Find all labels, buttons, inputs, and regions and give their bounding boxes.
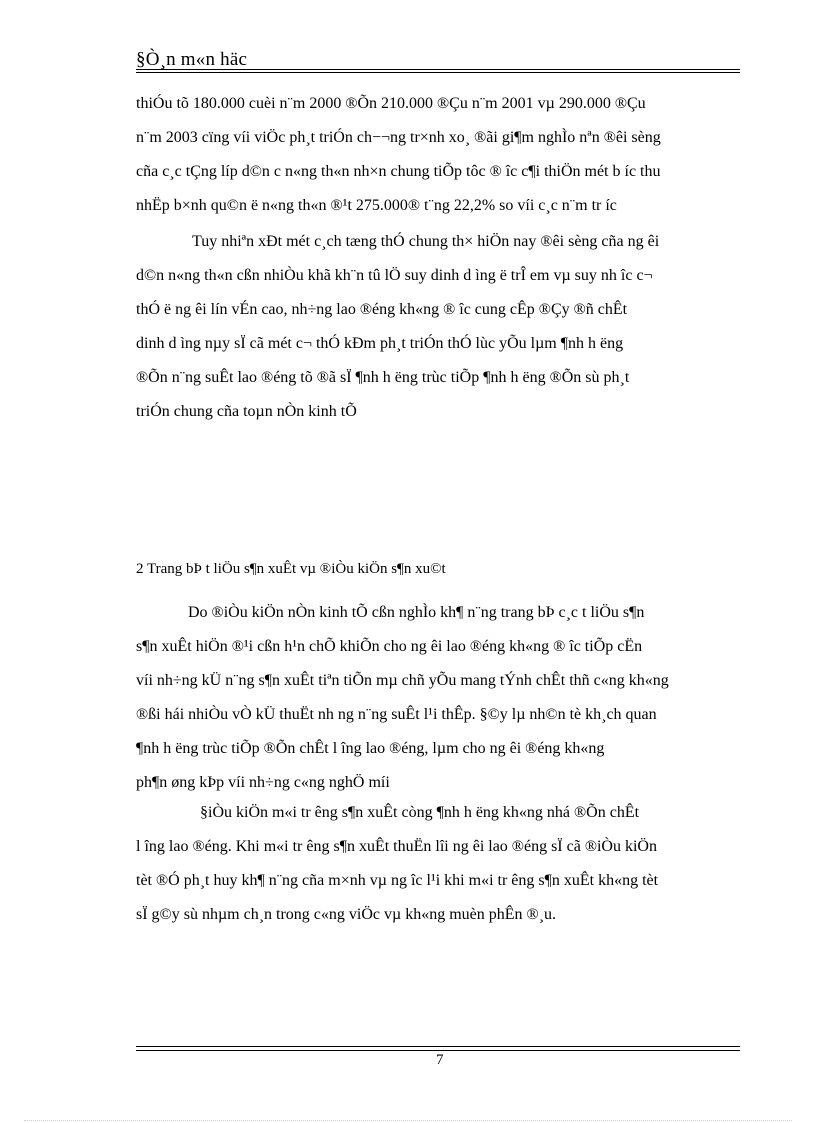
footer-rule-bottom bbox=[136, 1050, 740, 1051]
paragraph-line: thiÓu tõ 180.000 cuèi n¨m 2000 ®Õn 210.000 ®Çu n¨m 2001 vµ 290.000 ®Çu bbox=[136, 95, 646, 112]
paragraph-line: tèt ®Ó ph¸t huy kh¶ n¨ng cña m×nh vµ ng îc l¹i khi m«i tr êng s¶n xuÊt kh«ng tèt bbox=[136, 872, 659, 889]
paragraph-line: §iÒu kiÖn m«i tr êng s¶n xuÊt còng ¶nh h ëng kh«ng nhá ®Õn chÊt bbox=[200, 804, 640, 821]
paragraph-line: l îng lao ®éng. Khi m«i tr êng s¶n xuÊt thuËn lîi ng êi lao ®éng sÏ cã ®iÒu kiÖn bbox=[136, 838, 657, 855]
section-heading: 2 Trang bÞ t liÖu s¶n xuÊt vµ ®iÒu kiÖn s¶n xu©t bbox=[136, 561, 446, 577]
paragraph-3 bbox=[136, 596, 740, 800]
paragraph-line: s¶n xuÊt hiÖn ®¹i cßn h¹n chÕ khiÕn cho ng êi lao ®éng kh«ng ® îc tiÕp cËn bbox=[136, 638, 643, 655]
page-number: 7 bbox=[436, 1052, 444, 1068]
paragraph-line: ¶nh h ëng trùc tiÕp ®Õn chÊt l îng lao ®éng, lµm cho ng êi ®éng kh«ng bbox=[136, 740, 605, 757]
paragraph-line: víi nh÷ng kÜ n¨ng s¶n xuÊt tiªn tiÕn mµ chñ yÕu mang tÝnh chÊt thñ c«ng kh«ng bbox=[136, 672, 669, 689]
paragraph-2 bbox=[136, 225, 740, 429]
paragraph-line: sÏ g©y sù nhµm ch¸n trong c«ng viÖc vµ kh«ng muèn phÊn ®¸u. bbox=[136, 906, 557, 923]
page-edge-divider bbox=[24, 1120, 792, 1121]
paragraph-line: n¨m 2003 cïng víi viÖc ph¸t triÓn ch−¬ng tr×nh xo¸ ®ãi gi¶m nghÌo nªn ®êi sèng bbox=[136, 129, 661, 146]
paragraph-line: ®Õn n¨ng suÊt lao ®éng tõ ®ã sÏ ¶nh h ëng trùc tiÕp ¶nh h ëng ®Õn sù ph¸t bbox=[136, 369, 630, 386]
paragraph-line: ph¶n øng kÞp víi nh÷ng c«ng nghÖ míi bbox=[136, 774, 390, 791]
footer-rule-top bbox=[136, 1046, 740, 1047]
header-rule-top bbox=[136, 69, 740, 70]
paragraph-line: Tuy nhiªn xÐt mét c¸ch tæng thÓ chung th× hiÖn nay ®êi sèng cña ng êi bbox=[192, 233, 660, 250]
header-rule-bottom bbox=[136, 72, 740, 73]
paragraph-line: triÓn chung cña toµn nÒn kinh tÕ bbox=[136, 403, 357, 420]
paragraph-line: cña c¸c tÇng líp d©n c n«ng th«n nh×n chung tiÕp tôc ® îc c¶i thiÖn mét b íc thu bbox=[136, 163, 661, 180]
paragraph-line: thÓ ë ng êi lín vÉn cao, nh÷ng lao ®éng kh«ng ® îc cung cÊp ®Çy ®ñ chÊt bbox=[136, 301, 628, 318]
paragraph-line: dinh d ìng nµy sÏ cã mét c¬ thÓ kÐm ph¸t triÓn thÓ lùc yÕu lµm ¶nh h ëng bbox=[136, 335, 624, 352]
paragraph-line: Do ®iÒu kiÖn nÒn kinh tÕ cßn nghÌo kh¶ n¨ng trang bÞ c¸c t liÖu s¶n bbox=[188, 604, 645, 621]
paragraph-line: nhËp b×nh qu©n ë n«ng th«n ®¹t 275.000® t¨ng 22,2% so víi c¸c n¨m tr íc bbox=[136, 197, 617, 214]
paragraph-4 bbox=[136, 796, 740, 932]
paragraph-1 bbox=[136, 87, 740, 223]
document-title: §Ò¸n m«n häc bbox=[136, 49, 248, 70]
paragraph-line: d©n n«ng th«n cßn nhiÒu khã kh¨n tû lÖ suy dinh d ìng ë trÎ em vµ suy nh îc c¬ bbox=[136, 267, 653, 284]
paragraph-line: ®ßi hái nhiÒu vÒ kÜ thuËt nh ng n¨ng suÊt l¹i thÊp. §©y lµ nh©n tè kh¸ch quan bbox=[136, 706, 657, 723]
